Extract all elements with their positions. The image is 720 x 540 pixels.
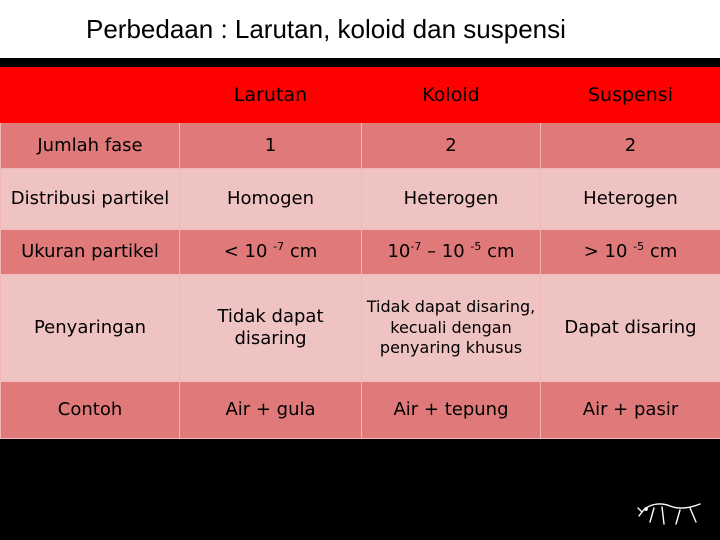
size-unit: cm [289, 241, 318, 263]
header-empty-cell [1, 68, 180, 123]
table-cell: Tidak dapat disaring [180, 275, 362, 382]
size-exponent-2: -5 [470, 240, 482, 254]
row-label: Penyaringan [1, 275, 180, 382]
table-cell: Homogen [180, 169, 362, 230]
table-cell: Heterogen [541, 169, 720, 230]
header-suspensi: Suspensi [541, 68, 720, 123]
size-mid: – 10 [427, 241, 465, 263]
table-cell: 2 [541, 123, 720, 169]
table-row [1, 230, 720, 275]
table-row [1, 123, 720, 169]
header-row [1, 68, 720, 123]
comparison-table [0, 67, 720, 439]
row-label: Ukuran partikel [1, 230, 180, 275]
header-larutan: Larutan [180, 68, 362, 123]
title-bar [0, 0, 720, 58]
table-cell: Air + tepung [362, 382, 541, 439]
table-cell: 2 [362, 123, 541, 169]
row-label: Contoh [1, 382, 180, 439]
size-unit: cm [487, 241, 515, 263]
table-cell: 1 [180, 123, 362, 169]
header-koloid: Koloid [362, 68, 541, 123]
size-base: > 10 [583, 241, 628, 263]
row-label: Jumlah fase [1, 123, 180, 169]
size-base: 10 [387, 241, 411, 263]
table-cell [362, 230, 541, 275]
row-label: Distribusi partikel [1, 169, 180, 230]
table-cell: Air + pasir [541, 382, 720, 439]
table-cell [180, 230, 362, 275]
table-cell: Dapat disaring [541, 275, 720, 382]
size-exponent: -5 [633, 240, 645, 254]
table-row [1, 382, 720, 439]
size-exponent: -7 [410, 240, 422, 254]
size-base: < 10 [223, 241, 268, 263]
animal-logo-icon [636, 494, 706, 530]
table-cell: Tidak dapat disaring, kecuali dengan penyaring khusus [362, 275, 541, 382]
table-cell: Air + gula [180, 382, 362, 439]
table-row [1, 275, 720, 382]
size-unit: cm [649, 241, 678, 263]
table-cell: Heterogen [362, 169, 541, 230]
table-row [1, 169, 720, 230]
size-exponent: -7 [273, 240, 285, 254]
table-cell [541, 230, 720, 275]
slide-title: Perbedaan : Larutan, koloid dan suspensi [86, 14, 566, 44]
